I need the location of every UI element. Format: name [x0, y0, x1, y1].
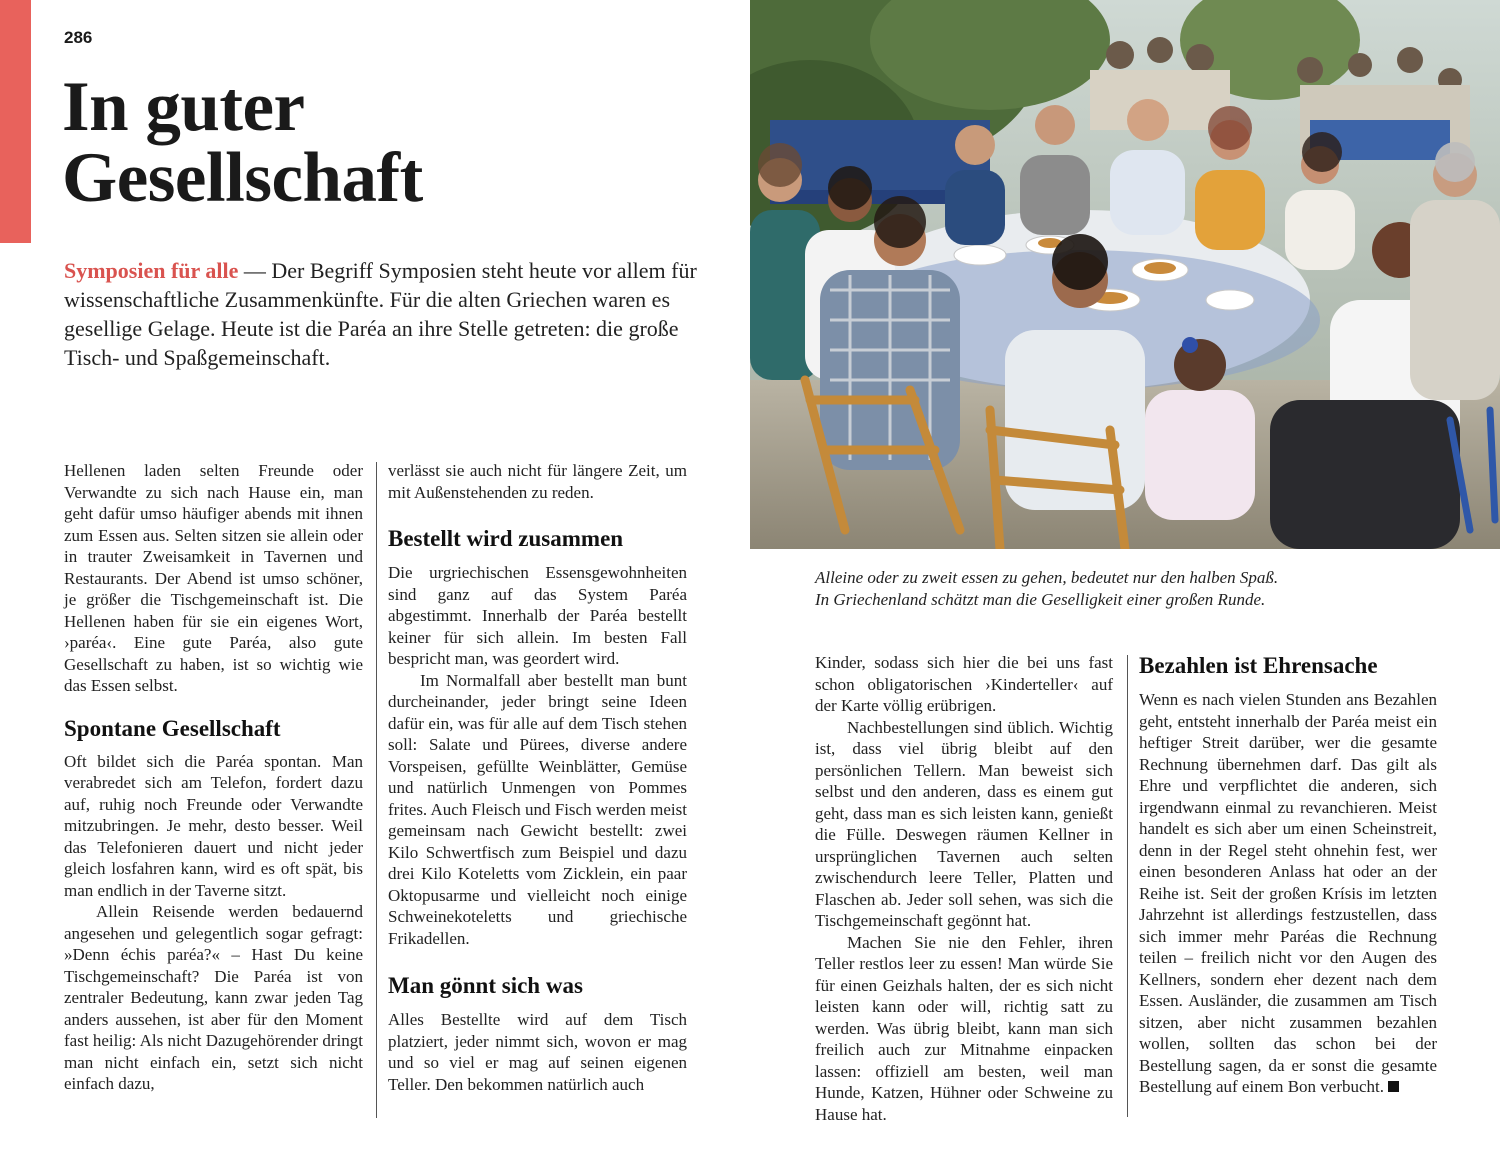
intro-kicker: Symposien für alle [64, 258, 239, 283]
page-title [62, 68, 662, 217]
page-number: 286 [64, 28, 93, 47]
accent-bar [0, 0, 31, 243]
section-heading-bestellt-wird-zusammen: Bestellt wird zusammen [388, 526, 624, 551]
text-column-4 [1139, 652, 1437, 1098]
photo-caption [815, 567, 1455, 611]
title-line-1: In guter [62, 68, 305, 146]
body-paragraph [1139, 689, 1437, 1098]
section-heading-spontane-gesellschaft: Spontane Gesellschaft [64, 715, 281, 741]
section-heading-bezahlen-ist-ehrensache: Bezahlen ist Ehrensache [1139, 653, 1378, 678]
caption-line-2: In Griechenland schätzt man die Geselligkeit einer großen Runde. [815, 590, 1266, 609]
text-column-3 [815, 652, 1113, 1125]
intro-text: — Der Begriff Symposien steht heute vor allem für wissenschaftliche Zusammenkünfte. Für die alten Griechen waren es gesellige Gelage. Heute ist die Paréa an ihre Stelle getreten: die große Tisch- und Spaßgemeinschaft. [64, 258, 697, 370]
caption-line-1: Alleine oder zu zweit essen zu gehen, bedeutet nur den halben Spaß. [815, 568, 1279, 587]
text-column-2 [388, 460, 687, 1095]
body-paragraph: Kinder, sodass sich hier die bei uns fast schon obligatorischen ›Kinderteller‹ auf der Karte völlig erübrigen. [815, 653, 1113, 715]
body-paragraph: verlässt sie auch nicht für längere Zeit, um mit Außenstehenden zu reden. [388, 461, 687, 502]
column-divider-right [1127, 655, 1128, 1117]
intro-paragraph [64, 256, 704, 372]
end-of-article-mark [1388, 1081, 1399, 1092]
text-column-1 [64, 460, 363, 1095]
section-heading-man-goennt-sich-was: Man gönnt sich was [388, 973, 583, 998]
body-paragraph: Allein Reisende werden bedauernd angesehen und gelegentlich sogar gefragt: »Denn échis paréa?« – Hast Du keine Tischgemeinschaft? Die Paréa ist von zentraler Bedeutung, kann zwar jeden Tag anders aussehen, ist aber für den Moment fast heilig: Als nicht Dazugehörender dringt man nicht einfach ein, setzt sich nicht einfach dazu, [64, 902, 363, 1093]
body-paragraph: Im Normalfall aber bestellt man bunt durcheinander, jeder bringt seine Ideen dafür ein, was für alle auf dem Tisch stehen soll: Salate und Pürees, diverse andere Vorspeisen, gefüllte Weinblätter, Gemüse und natürlich Unmengen von Pommes frites. Auch Fleisch und Fisch werden meist gemeinsam nach Gewicht bestellt: zwei Kilo Schwertfisch zum Beispiel und dazu drei Kilo Koteletts vom Zicklein, ein paar Oktopusarme und vielleicht noch einige Schweinekoteletts und griechische Frikadellen. [388, 670, 687, 948]
taverna-photo [750, 0, 1500, 549]
body-text: Wenn es nach vielen Stunden ans Bezahlen geht, entsteht innerhalb der Paréa meist ein heftiger Streit darüber, wer die gesamte Rechnung übernehmen darf. Das gilt als Ehre und verpflichtet die anderen, sich irgendwann einmal zu revanchieren. Meist handelt es sich aber um einen Scheinstreit, denn in der Regel steht ohnehin fest, wer einen besonderen Anlass hat oder an der Reihe ist. Seit der großen Krísis im letzten Jahrzehnt ist allerdings festzustellen, dass sich immer mehr Paréas die Rechnung teilen – freilich nicht vor den Augen des Kellners, sondern eher dezent nach dem Essen. Ausländer, die zusammen am Tisch sitzen, aber nicht zusammen bezahlen wollen, sollten das schon bei der Bestellung sagen, da er sonst die gesamte Bestellung auf einem Bon verbucht. [1139, 690, 1437, 1096]
column-divider-left [376, 462, 377, 1118]
title-line-2: Gesellschaft [62, 139, 423, 217]
body-paragraph: Nachbestellungen sind üblich. Wichtig ist, dass viel übrig bleibt auf den persönlichen Tellern. Man beweist sich selbst und den anderen, dass es einem gut geht, dass man es sich leisten kann, genießt die Fülle. Deswegen räumen Kellner in ursprünglichen Tavernen auch selten zwischendurch leere Teller, Platten und Flaschen ab. Jeder soll sehen, was sich die Tischgemeinschaft gegönnt hat. [815, 717, 1113, 930]
body-paragraph: Machen Sie nie den Fehler, ihren Teller restlos leer zu essen! Man würde Sie für einen Geizhals halten, der es sich nicht leisten kann oder will, richtig satt zu werden. Was übrig bleibt, kann man sich freilich auch zur Mitnahme einpacken lassen: offiziell am besten, weil man Hunde, Katzen, Hühner oder Schweine zu Hause hat. [815, 932, 1113, 1124]
body-paragraph: Hellenen laden selten Freunde oder Verwandte zu sich nach Hause ein, man geht dafür umso häufiger abends mit ihnen zum Essen aus. Selten sitzen sie allein oder in trauter Zweisamkeit in Tavernen und Restaurants. Der Abend ist umso schöner, je größer die Tischgemeinschaft ist. Die Hellenen haben für sie ein eigenes Wort, ›paréa‹. Eine gute Paréa, also gute Gesellschaft zu haben, ist so wichtig wie das Essen selbst. [64, 461, 363, 695]
body-paragraph: Oft bildet sich die Paréa spontan. Man verabredet sich am Telefon, fordert dazu auf, ruhig noch Freunde oder Verwandte mitzubringen. Je mehr, desto besser. Weil das Telefonieren dauert und nicht jeder gleich losfahren kann, wird es oft spät, bis man endlich in der Taverne sitzt. [64, 751, 363, 900]
body-paragraph: Alles Bestellte wird auf dem Tisch platziert, jeder nimmt sich, wovon er mag und so viel er mag auf seinen eigenen Teller. Den bekommen natürlich auch [388, 1010, 687, 1094]
body-paragraph: Die urgriechischen Essensgewohnheiten sind ganz auf das System Paréa abgestimmt. Innerhalb der Paréa bestellt keiner für sich allein. Im besten Fall bespricht man, was geordert wird. [388, 563, 687, 668]
